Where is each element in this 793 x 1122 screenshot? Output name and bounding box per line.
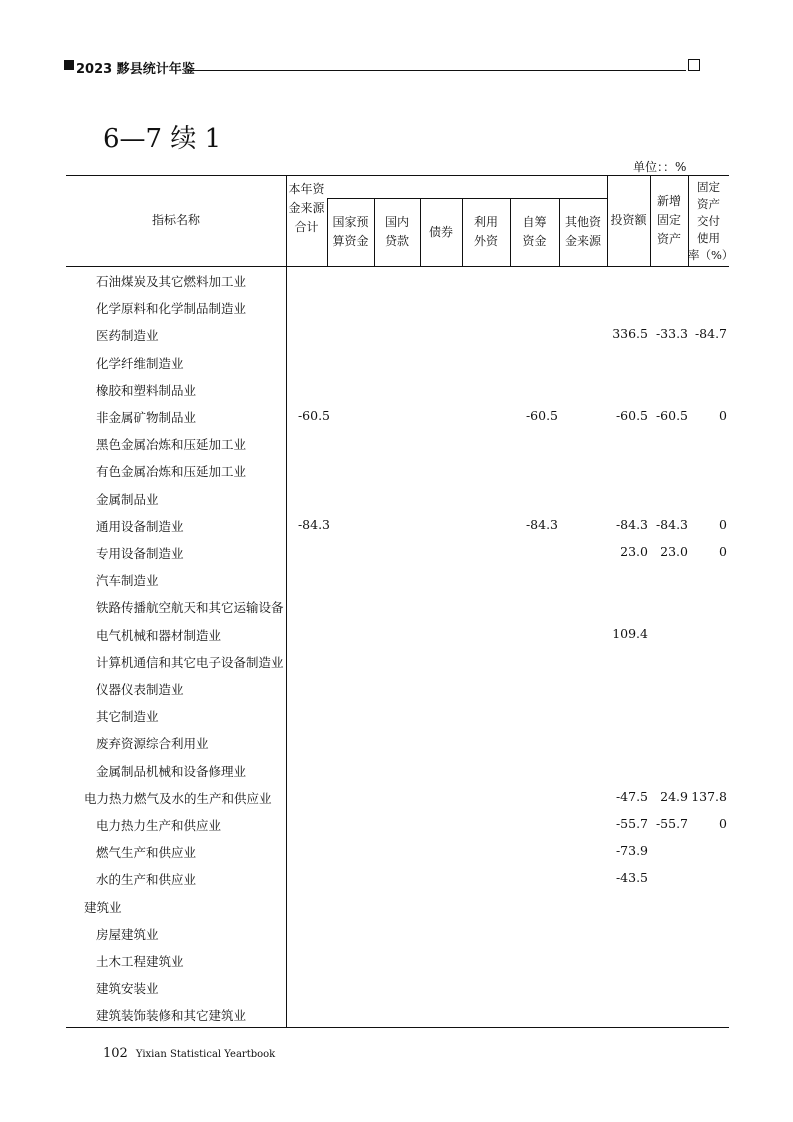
table-row — [66, 789, 729, 807]
cell-total: -60.5 — [297, 408, 330, 423]
table-row — [66, 925, 729, 943]
row-label: 通用设备制造业 — [96, 518, 184, 534]
column-header-self: 自筹 资金 — [522, 215, 547, 248]
table-row — [66, 354, 729, 372]
row-label: 其它制造业 — [96, 709, 159, 725]
column-header-total: 本年资 金来源 合计 — [288, 182, 325, 234]
cell-rate: -84.7 — [694, 326, 727, 342]
table-row — [66, 272, 729, 290]
row-label: 房屋建筑业 — [96, 926, 159, 942]
column-header-rate: 固定 资产 交付 使用 率（%） — [688, 180, 734, 262]
row-label: 专用设备制造业 — [96, 546, 184, 561]
table-row — [66, 326, 729, 344]
cell-invest: -43.5 — [615, 870, 648, 886]
cell-new-fixed: -33.3 — [655, 326, 688, 342]
column-header-state-budget: 国家预 算资金 — [332, 215, 369, 248]
cell-new-fixed: -55.7 — [655, 816, 688, 831]
table-bottom-rule — [66, 1027, 729, 1028]
table-row — [66, 707, 729, 725]
footer-english-title: Yixian Statistical Yeartbook — [135, 1049, 276, 1060]
row-label: 有色金属冶炼和压延加工业 — [96, 464, 247, 480]
row-label: 金属制品机械和设备修理业 — [96, 763, 247, 779]
row-label: 土木工程建筑业 — [96, 954, 184, 969]
table-row — [66, 843, 729, 861]
table-title: 6—7 续 1 — [103, 124, 222, 154]
table-row — [66, 952, 729, 970]
header-box-icon — [688, 59, 700, 71]
table-row — [66, 979, 729, 997]
cell-rate: 137.8 — [691, 788, 727, 804]
row-label: 建筑装饰装修和其它建筑业 — [96, 1008, 247, 1024]
row-label: 橡胶和塑料制品业 — [96, 382, 197, 398]
cell-rate: 0 — [719, 408, 727, 423]
column-header-other: 其他资 金来源 — [564, 215, 601, 248]
row-label: 化学纤维制造业 — [96, 355, 184, 371]
cell-self: -84.3 — [525, 516, 558, 532]
row-label: 计算机通信和其它电子设备制造业 — [96, 654, 284, 670]
cell-rate: 0 — [719, 816, 727, 831]
cell-invest: 23.0 — [620, 544, 648, 559]
table-row — [66, 517, 729, 535]
table-row — [66, 870, 729, 888]
column-header-invest: 投资额 — [610, 213, 647, 227]
row-label: 非金属矿物制品业 — [96, 410, 197, 425]
table-row — [66, 381, 729, 399]
header-rule — [188, 70, 686, 71]
table-row — [66, 816, 729, 834]
cell-invest: -55.7 — [615, 816, 648, 831]
cell-self: -60.5 — [525, 408, 558, 423]
page-footer — [103, 1042, 275, 1061]
column-header-foreign: 利用 外资 — [473, 215, 498, 248]
cell-invest: 109.4 — [612, 625, 648, 641]
table-row — [66, 598, 729, 616]
cell-invest: -84.3 — [615, 516, 648, 532]
table-row — [66, 408, 729, 426]
row-label: 燃气生产和供应业 — [96, 845, 197, 861]
row-label: 废弃资源综合利用业 — [96, 736, 209, 752]
row-label: 黑色金属冶炼和压延加工业 — [96, 437, 247, 453]
cell-new-fixed: -84.3 — [655, 516, 688, 532]
yearbook-title: 2023 黟县统计年鉴 — [76, 62, 195, 77]
table-row — [66, 490, 729, 508]
row-label: 水的生产和供应业 — [96, 872, 197, 888]
row-label: 电力热力燃气及水的生产和供应业 — [84, 790, 272, 806]
cell-new-fixed: 23.0 — [660, 544, 688, 559]
cell-invest: 336.5 — [612, 326, 648, 342]
table-row — [66, 680, 729, 698]
row-label: 建筑业 — [84, 899, 122, 915]
column-header-loan: 国内 贷款 — [384, 215, 409, 248]
unit-label: 单位：：% — [633, 160, 687, 174]
row-label: 电力热力生产和供应业 — [96, 818, 222, 833]
table-row — [66, 462, 729, 480]
table-row — [66, 653, 729, 671]
cell-invest: -60.5 — [615, 408, 648, 423]
table-row — [66, 1006, 729, 1024]
table-row — [66, 626, 729, 644]
table-row — [66, 299, 729, 317]
row-label: 仪器仪表制造业 — [96, 682, 184, 697]
column-header-bond: 债券 — [428, 224, 453, 239]
table-row — [66, 762, 729, 780]
header-bottom-rule — [66, 266, 729, 267]
cell-rate: 0 — [719, 516, 727, 532]
table-row — [66, 571, 729, 589]
table-row — [66, 544, 729, 562]
cell-total: -84.3 — [297, 516, 330, 532]
cell-invest: -47.5 — [615, 788, 648, 804]
row-label: 铁路传播航空航天和其它运输设备 — [96, 600, 284, 616]
row-label: 金属制品业 — [96, 491, 159, 507]
row-label: 化学原料和化学制品制造业 — [96, 301, 247, 317]
table-row — [66, 734, 729, 752]
cell-invest: -73.9 — [615, 843, 648, 859]
header-square-icon — [64, 60, 74, 70]
row-label: 建筑安装业 — [96, 981, 159, 997]
row-label: 电气机械和器材制造业 — [96, 627, 222, 643]
table-row — [66, 435, 729, 453]
column-header-new-fixed: 新增 固定 资产 — [656, 194, 681, 246]
table-row — [66, 898, 729, 916]
cell-new-fixed: 24.9 — [660, 788, 688, 804]
running-header — [64, 58, 704, 77]
cell-rate: 0 — [719, 544, 727, 559]
row-label: 医药制造业 — [96, 328, 159, 344]
column-header-name: 指标名称 — [151, 213, 200, 227]
row-label: 石油煤炭及其它燃料加工业 — [96, 274, 247, 289]
row-label: 汽车制造业 — [96, 573, 159, 589]
page-number: 102 — [103, 1046, 128, 1061]
cell-new-fixed: -60.5 — [655, 408, 688, 423]
